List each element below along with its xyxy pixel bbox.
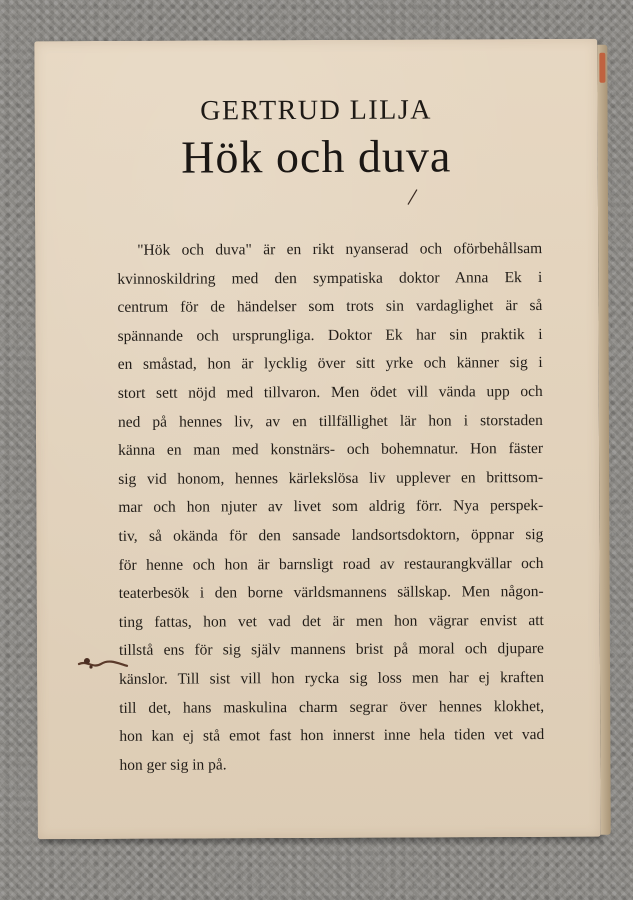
blurb-line: till det, hans maskulina charm segrar över hennes klokhet, (119, 697, 545, 717)
blurb-line: hon kan ej stå emot fast hon innerst inne hela tiden vet vad (119, 726, 545, 745)
blurb-line: känslor. Till sist vill hon rycka sig loss men har ej kraften (119, 668, 545, 688)
blurb-line: tillstå ens för sig själv mannens brist på moral och djupare (118, 640, 544, 660)
blurb-line: ting fattas, hon vet vad det är men hon vägrar envist att (118, 611, 544, 631)
blurb-line: tiv, så okända för den sansade landsortsdoktorn, öppnar sig (118, 525, 544, 545)
blurb-line: sig vid honom, hennes kärlekslösa liv upplever en brittsom- (118, 468, 544, 488)
blurb-line: kvinnoskildring med den sympatiska doktor Anna Ek i (117, 268, 543, 288)
blurb-line: ned på hennes liv, av en tillfällighet lär hon i storstaden (117, 411, 543, 431)
blurb-line: spännande och ursprungliga. Doktor Ek har sin praktik i (117, 325, 543, 345)
book-title: Hök och duva (181, 130, 452, 183)
blurb-line: centrum för de händelser som trots sin vardaglighet är så (117, 297, 543, 317)
blurb-line: mar och hon njuter av livet som aldrig förr. Nya perspek- (118, 497, 544, 517)
blurb-line: stort sett nöjd med tillvaron. Men ödet vill vända upp och (117, 382, 543, 402)
author-name: GERTRUD LILJA (200, 94, 432, 127)
book-spine-edge (597, 45, 610, 835)
blurb-line: hon ger sig in på. (119, 756, 227, 774)
pen-mark (405, 188, 419, 208)
book-back-cover (34, 39, 600, 839)
blurb-line: känna en man med konstnärs- och bohemnatur. Hon fäster (118, 440, 544, 460)
ink-stain (77, 655, 129, 673)
blurb-text (117, 235, 544, 780)
blurb-line: teaterbesök i den borne världsmannens sällskap. Men någon- (118, 583, 544, 602)
blurb-line: en småstad, hon är lycklig över sitt yrke och känner sig i (117, 354, 543, 374)
blurb-line: för henne och hon är barnsligt road av restaurangkvällar och (118, 554, 544, 574)
blurb-line: "Hök och duva" är en rikt nyanserad och oförbehållsam (137, 240, 543, 259)
